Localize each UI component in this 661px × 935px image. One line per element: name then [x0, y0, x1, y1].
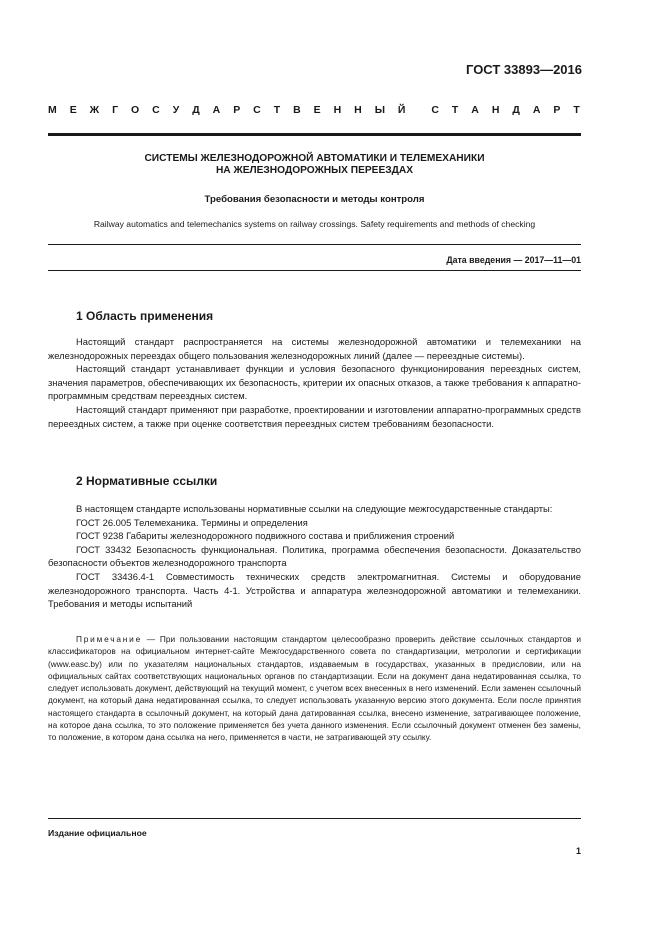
note-label: Примечание — [76, 634, 143, 644]
paragraph: В настоящем стандарте использованы нормативные ссылки на следующие межгосударственные стандарты: — [76, 503, 553, 514]
section-heading-references: 2 Нормативные ссылки — [76, 474, 218, 488]
heading-letter: Т — [573, 104, 580, 116]
note-paragraph — [48, 633, 581, 744]
reference-item: ГОСТ 33432 Безопасность функциональная. Политика, программа обеспечения безопасности. Доказательство безопасности объектов железнодорожного транспорта — [48, 543, 581, 569]
heading-letter: Д — [512, 104, 520, 116]
heading-letter: Е — [313, 104, 321, 116]
heading-letter: Р — [553, 104, 561, 116]
heading-letter: С — [152, 104, 160, 116]
heading-letter: О — [131, 104, 140, 116]
heading-letter: Р — [233, 104, 241, 116]
note-text: — При пользовании настоящим стандартом целесообразно проверить действие ссылочных стандартов и классификаторов на официальном интернет-сайте Межгосударственного совета по стандартизации, метрологии и сертификации (www.easc.by) или по указателям национальных стандартов, издаваемым в государствах, указанных в предисловии, или на официальных сайтах соответствующих национальных органов по стандартизации. Если на документ дана недатированная ссылка, то следует использовать документ, действующий на текущий момент, с учетом всех внесенных в него изменений. Если заменен ссылочный документ, на который дана недатированная ссылка, то следует использовать указанную версию этого документа. Если после принятия настоящего стандарта в ссылочный документ, на который дана датированная ссылка, внесено изменение, затрагивающее положение, на которое дана ссылка, то это положение применяется без учета данного изменения. Если ссылочный документ отменен без замены, то положение, в котором дана ссылка на него, применяется в части, не затрагивающей эту ссылку. — [48, 634, 581, 743]
heading-letter: Е — [69, 104, 77, 116]
header-divider — [48, 133, 581, 136]
heading-letter: Ж — [89, 104, 100, 116]
title-line: НА ЖЕЛЕЗНОДОРОЖНЫХ ПЕРЕЕЗДАХ — [215, 165, 414, 176]
footer-divider — [48, 818, 581, 819]
standard-designation: ГОСТ 33893—2016 — [466, 62, 582, 77]
heading-letter: Н — [333, 104, 342, 116]
section-references-body — [48, 502, 581, 611]
title-divider — [48, 244, 581, 245]
paragraph: Настоящий стандарт распространяется на системы железнодорожной автоматики и телемеханики на железнодорожных переездах общего пользования железнодорожных линий (далее — переездные системы). — [48, 336, 581, 361]
heading-letter: С — [253, 104, 261, 116]
heading-letter: Г — [112, 104, 119, 116]
heading-letter: Й — [397, 104, 406, 116]
title-line: СИСТЕМЫ ЖЕЛЕЗНОДОРОЖНОЙ АВТОМАТИКИ И ТЕЛЕМЕХАНИКИ — [144, 153, 485, 164]
page-number: 1 — [575, 846, 581, 856]
reference-item: ГОСТ 26.005 Телемеханика. Термины и определения — [76, 516, 308, 528]
section-heading-scope: 1 Область применения — [76, 309, 214, 323]
official-edition-label: Издание официальное — [48, 828, 147, 838]
heading-letter: А — [471, 104, 479, 116]
heading-letter: А — [212, 104, 221, 116]
reference-item: ГОСТ 9238 Габариты железнодорожного подвижного состава и приближения строений — [76, 530, 455, 542]
heading-letter: А — [532, 104, 541, 116]
heading-letter: М — [48, 104, 57, 116]
introduction-date: Дата введения — 2017—11—01 — [446, 255, 581, 265]
reference-item: ГОСТ 33436.4-1 Совместимость технических средств электромагнитная. Системы и оборудование железнодорожного транспорта. Часть 4-1. Устройства и аппаратура железнодорожной автоматики и телемеханики. Требования и методы испытаний — [48, 570, 581, 610]
heading-letter: Т — [273, 104, 281, 116]
english-title: Railway automatics and telemechanics systems on railway crossings. Safety requirements and methods of checking — [93, 219, 536, 229]
paragraph: Настоящий стандарт применяют при разработке, проектировании и изготовлении аппаратно-программных средств переездных систем, а также при оценке соответствия переездных систем требованиям безопасности. — [48, 403, 581, 429]
heading-letter: Н — [354, 104, 362, 116]
heading-letter: Н — [491, 104, 500, 116]
date-divider — [48, 270, 581, 271]
heading-letter: В — [293, 104, 301, 116]
heading-letter: Д — [192, 104, 200, 116]
note-block — [48, 633, 581, 744]
section-scope-body — [48, 335, 581, 430]
heading-letter: С — [431, 104, 439, 116]
paragraph: Настоящий стандарт устанавливает функции и условия безопасного функционирования переездных систем, значения параметров, обеспечивающих их безопасность, критерии их опасных отказов, а также требования к аппаратно-программным средствам переездных систем. — [48, 363, 581, 402]
interstate-standard-heading — [48, 104, 580, 116]
document-subtitle: Требования безопасности и методы контроля — [204, 194, 425, 205]
document-title — [48, 153, 581, 177]
heading-letter: Т — [451, 104, 459, 116]
heading-letter: Ы — [374, 104, 385, 116]
heading-letter: У — [172, 104, 180, 116]
